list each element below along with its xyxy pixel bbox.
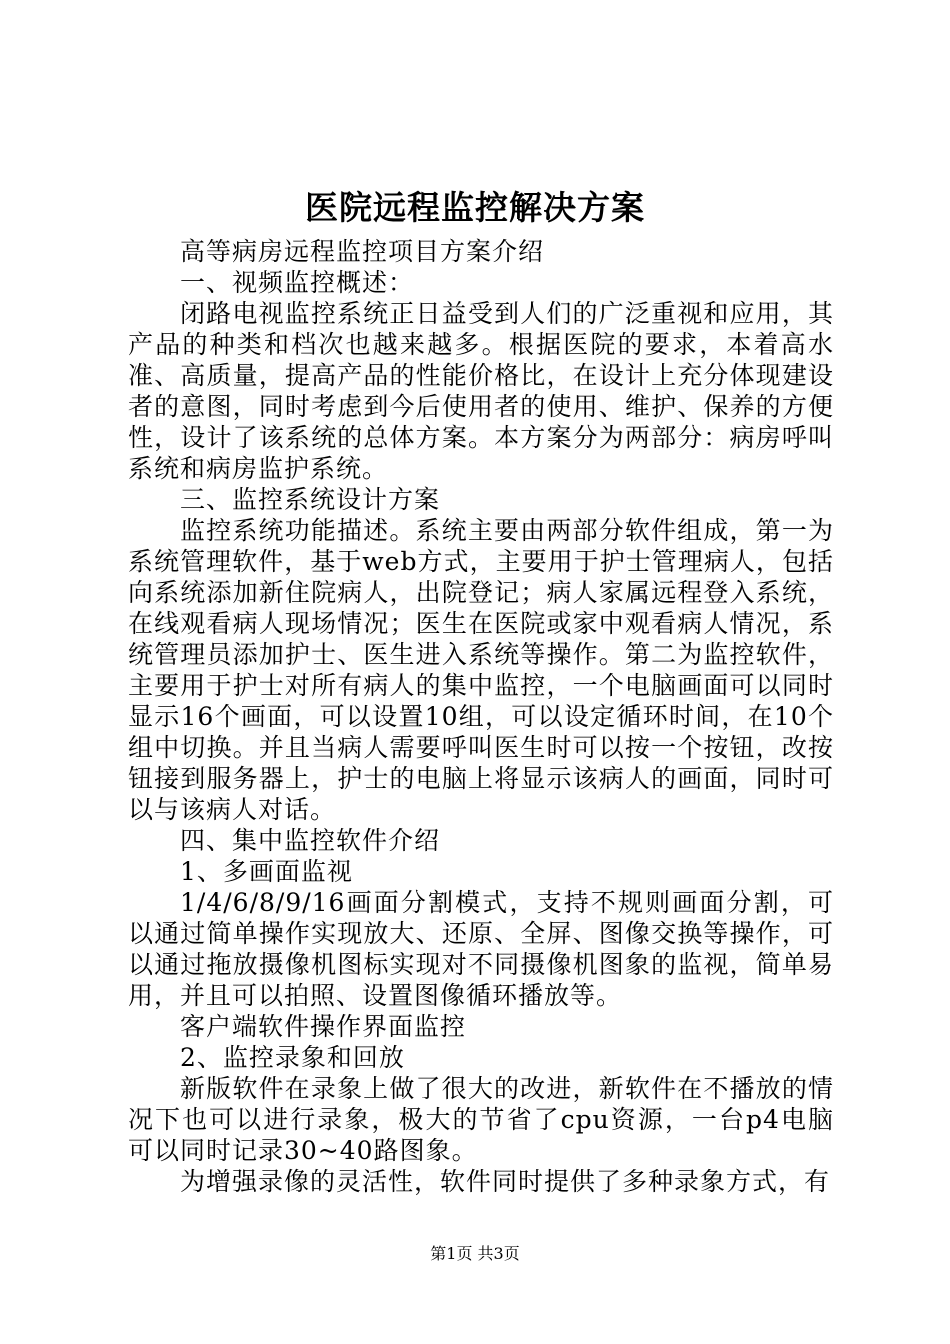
paragraph: 为增强录像的灵活性，软件同时提供了多种录象方式，有 [180, 1167, 831, 1196]
paragraph: 1/4/6/8/9/16画面分割模式，支持不规则画面分割，可以通过简单操作实现放大、还原、全屏、图像交换等操作，可以通过拖放摄像机图标实现对不同摄像机图象的监视，简单易用，并且可以拍照、设置图像循环播放等。 [128, 888, 834, 1010]
section-heading: 三、监控系统设计方案 [180, 485, 441, 514]
paragraph: 新版软件在录象上做了很大的改进，新软件在不播放的情况下也可以进行录象，极大的节省了cpu资源，一台p4电脑可以同时记录30~40路图象。 [128, 1074, 834, 1165]
paragraph: 高等病房远程监控项目方案介绍 [180, 237, 545, 266]
subsection-heading: 1、多画面监视 [180, 857, 353, 886]
section-heading: 四、集中监控软件介绍 [180, 826, 441, 855]
page-footer: 第1页 共3页 [430, 1244, 520, 1263]
paragraph: 闭路电视监控系统正日益受到人们的广泛重视和应用，其产品的种类和档次也越来越多。根据医院的要求，本着高水准、高质量，提高产品的性能价格比，在设计上充分体现建设者的意图，同时考虑到今后使用者的使用、维护、保养的方便性，设计了该系统的总体方案。本方案分为两部分：病房呼叫系统和病房监护系统。 [128, 299, 834, 483]
document-title: 医院远程监控解决方案 [305, 188, 645, 227]
section-heading: 一、视频监控概述： [180, 268, 415, 297]
paragraph: 客户端软件操作界面监控 [180, 1012, 467, 1041]
document-body [128, 236, 834, 1197]
subsection-heading: 2、监控录象和回放 [180, 1043, 405, 1072]
paragraph: 监控系统功能描述。系统主要由两部分软件组成，第一为系统管理软件，基于web方式，主要用于护士管理病人，包括向系统添加新住院病人，出院登记；病人家属远程登入系统，在线观看病人现场情况；医生在医院或家中观看病人情况，系统管理员添加护士、医生进入系统等操作。第二为监控软件，主要用于护士对所有病人的集中监控，一个电脑画面可以同时显示16个画面，可以设置10组，可以设定循环时间，在10个组中切换。并且当病人需要呼叫医生时可以按一个按钮，改按钮接到服务器上，护士的电脑上将显示该病人的画面，同时可以与该病人对话。 [128, 516, 834, 824]
